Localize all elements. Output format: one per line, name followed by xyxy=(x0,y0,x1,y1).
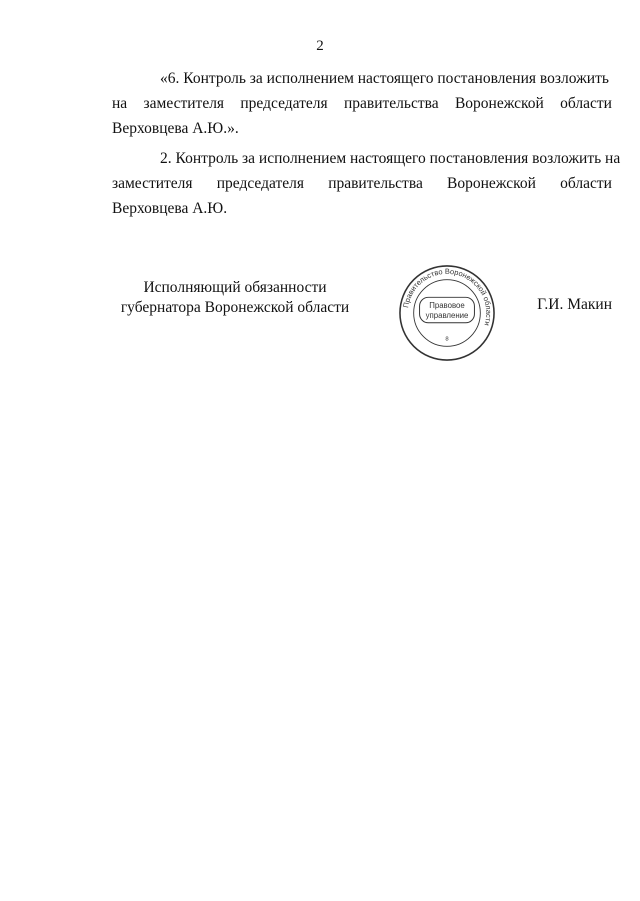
word: заместителя xyxy=(143,95,225,112)
seal-bottom-number: 8 xyxy=(445,336,449,343)
word: области xyxy=(560,95,612,112)
word: заместителя xyxy=(112,175,193,192)
seal-inner-line-2: управление xyxy=(425,310,469,320)
signer-name: Г.И. Макин xyxy=(537,296,612,313)
paragraph-amendment-line-2 xyxy=(112,91,612,116)
seal-inner-line-1: Правовое xyxy=(429,301,465,311)
signer-title-line-2: губернатора Воронежской области xyxy=(120,299,350,316)
word: правительства xyxy=(328,175,423,192)
word: правительства xyxy=(343,95,439,112)
official-seal-icon xyxy=(398,264,496,362)
paragraph-amendment-line-3: Верховцева А.Ю.». xyxy=(112,120,239,137)
page-number: 2 xyxy=(316,38,324,54)
paragraph-amendment-line-1: «6. Контроль за исполнением настоящего постановления возложить xyxy=(160,70,609,87)
word: председателя xyxy=(240,95,328,112)
word: области xyxy=(560,175,612,192)
paragraph-amendment xyxy=(112,66,612,141)
seal-outer-text: Правительство Воронежской области xyxy=(401,266,494,327)
word: председателя xyxy=(216,175,304,192)
paragraph-control-line-1: 2. Контроль за исполнением настоящего постановления возложить на xyxy=(160,150,621,167)
word: Воронежской xyxy=(447,175,536,192)
word: на xyxy=(112,95,128,112)
paragraph-control xyxy=(112,146,621,221)
paragraph-control-line-2 xyxy=(112,171,612,196)
word: Воронежской xyxy=(454,95,544,112)
signer-title-line-1: Исполняющий обязанности xyxy=(143,279,327,296)
signer-title xyxy=(110,278,360,318)
paragraph-control-line-3: Верховцева А.Ю. xyxy=(112,200,228,217)
